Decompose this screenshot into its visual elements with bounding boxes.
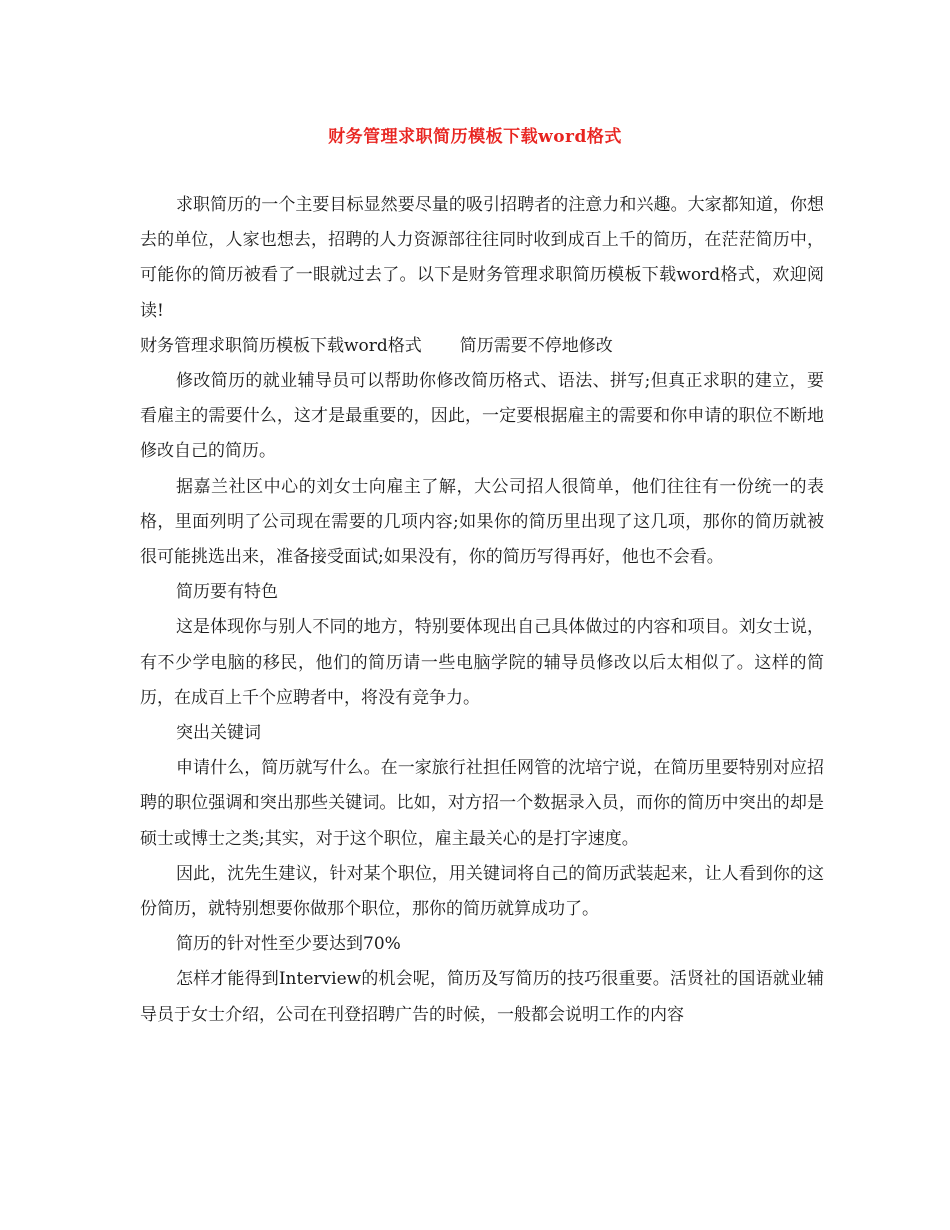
paragraph-interview: 怎样才能得到Interview的机会呢，简历及写简历的技巧很重要。活贤社的国语就业辅导员于女士介绍，公司在刊登招聘广告的时候，一般都会说明工作的内容 (140, 969, 824, 1025)
paragraph-keywords: 申请什么，简历就写什么。在一家旅行社担任网管的沈培宁说，在简历里要特别对应招聘的职位强调和突出那些关键词。比如，对方招一个数据录入员，而你的简历中突出的却是硕士或博士之类;其实，对于这个职位，雇主最关心的是打字速度。 (140, 758, 824, 849)
subheading-keywords: 突出关键词 (176, 723, 261, 744)
heading-left: 财务管理求职简历模板下载word格式 (140, 335, 422, 356)
paragraph-revise: 修改简历的就业辅导员可以帮助你修改简历格式、语法、拼写;但真正求职的建立，要看雇主的需要什么，这才是最重要的，因此，一定要根据雇主的需要和你申请的职位不断地修改自己的简历。 (140, 371, 824, 462)
document-title: 财务管理求职简历模板下载word格式 (328, 127, 622, 147)
subheading-features: 简历要有特色 (176, 582, 278, 603)
document-body (140, 188, 824, 1033)
subheading-targeting: 简历的针对性至少要达到70% (176, 934, 401, 955)
paragraph-features: 这是体现你与别人不同的地方，特别要体现出自己具体做过的内容和项目。刘女士说，有不少学电脑的移民，他们的简历请一些电脑学院的辅导员修改以后太相似了。这样的简历，在成百上千个应聘者中，将没有竞争力。 (140, 617, 824, 708)
paragraph-intro: 求职简历的一个主要目标显然要尽量的吸引招聘者的注意力和兴趣。大家都知道，你想去的单位，人家也想去，招聘的人力资源部往往同时收到成百上千的简历，在茫茫简历中，可能你的简历被看了一眼就过去了。以下是财务管理求职简历模板下载word格式，欢迎阅读! (140, 195, 824, 321)
paragraph-advice: 因此，沈先生建议，针对某个职位，用关键词将自己的简历武装起来，让人看到你的这份简历，就特别想要你做那个职位，那你的简历就算成功了。 (140, 863, 824, 920)
heading-right: 简历需要不停地修改 (459, 335, 613, 356)
paragraph-employer: 据嘉兰社区中心的刘女士向雇主了解，大公司招人很简单，他们往往有一份统一的表格，里面列明了公司现在需要的几项内容;如果你的简历里出现了这几项，那你的简历就被很可能挑选出来，准备接受面试;如果没有，你的简历写得再好，他也不会看。 (140, 476, 824, 568)
section-heading-line (140, 329, 824, 364)
